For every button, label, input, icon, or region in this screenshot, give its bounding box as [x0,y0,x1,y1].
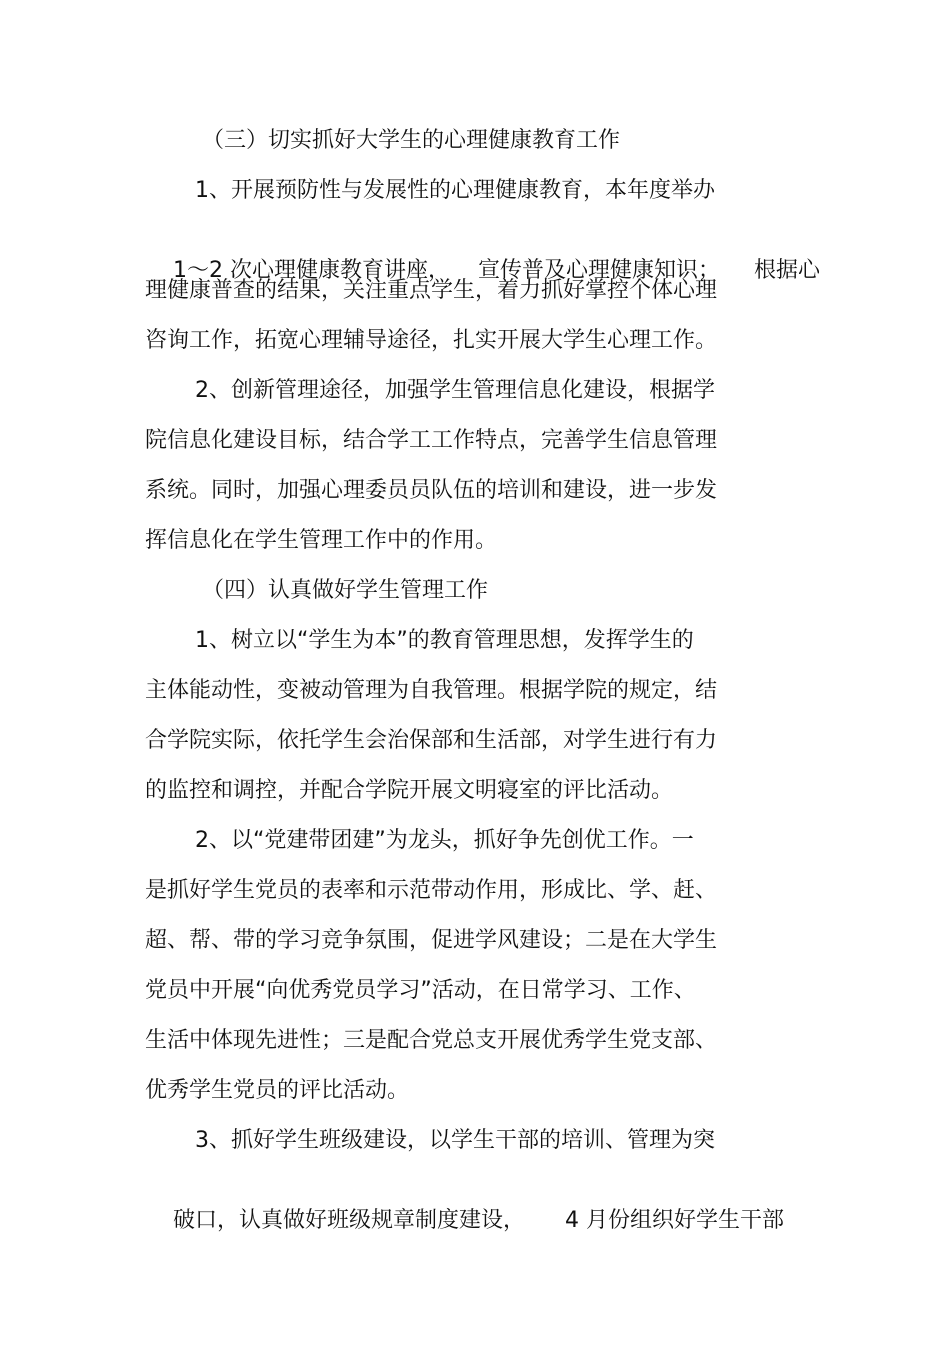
paragraph-line: 系统。同时，加强心理委员员队伍的培训和建设，进一步发 [145,478,718,503]
text-segment: 1～2 次心理健康教育讲座， [172,258,450,283]
paragraph-line: 理健康普查的结果，关注重点学生，着力抓好掌控个体心理 [145,278,718,303]
text-segment: 宣传普及心理健康知识； [477,258,720,283]
paragraph-line: 超、帮、带的学习竞争氛围，促进学风建设；二是在大学生 [145,928,718,953]
paragraph-line: 生活中体现先进性；三是配合党总支开展优秀学生党支部、 [145,1028,718,1053]
paragraph-line: 3、抓好学生班级建设，以学生干部的培训、管理为突 [195,1128,715,1153]
paragraph-line: 挥信息化在学生管理工作中的作用。 [145,528,498,553]
paragraph-line: 2、创新管理途径，加强学生管理信息化建设，根据学 [195,378,715,403]
paragraph-line: 院信息化建设目标，结合学工工作特点，完善学生信息管理 [145,428,718,453]
text-segment: 根据心 [754,258,821,283]
text-segment: 4 月份组织好学生干部 [565,1208,784,1233]
paragraph-line: 优秀学生党员的评比活动。 [145,1078,410,1103]
paragraph-line: 的监控和调控，并配合学院开展文明寝室的评比活动。 [145,778,674,803]
paragraph-line: 合学院实际，依托学生会治保部和生活部，对学生进行有力 [145,728,718,753]
paragraph-line: 1、开展预防性与发展性的心理健康教育，本年度举办 [195,178,715,203]
paragraph-line: 是抓好学生党员的表率和示范带动作用，形成比、学、赶、 [145,878,718,903]
paragraph-line: 党员中开展“向优秀党员学习”活动，在日常学习、工作、 [145,978,696,1003]
paragraph-line [145,1176,784,1266]
text-segment: 破口，认真做好班级规章制度建设， [172,1208,525,1233]
section-heading-4: （四）认真做好学生管理工作 [202,578,489,603]
paragraph-line: 主体能动性，变被动管理为自我管理。根据学院的规定，结 [145,678,718,703]
paragraph-line: 2、以“党建带团建”为龙头，抓好争先创优工作。一 [195,828,694,853]
paragraph-line: 1、树立以“学生为本”的教育管理思想，发挥学生的 [195,628,694,653]
paragraph-line: 咨询工作，拓宽心理辅导途径，扎实开展大学生心理工作。 [145,328,718,353]
section-heading-3: （三）切实抓好大学生的心理健康教育工作 [202,128,621,153]
